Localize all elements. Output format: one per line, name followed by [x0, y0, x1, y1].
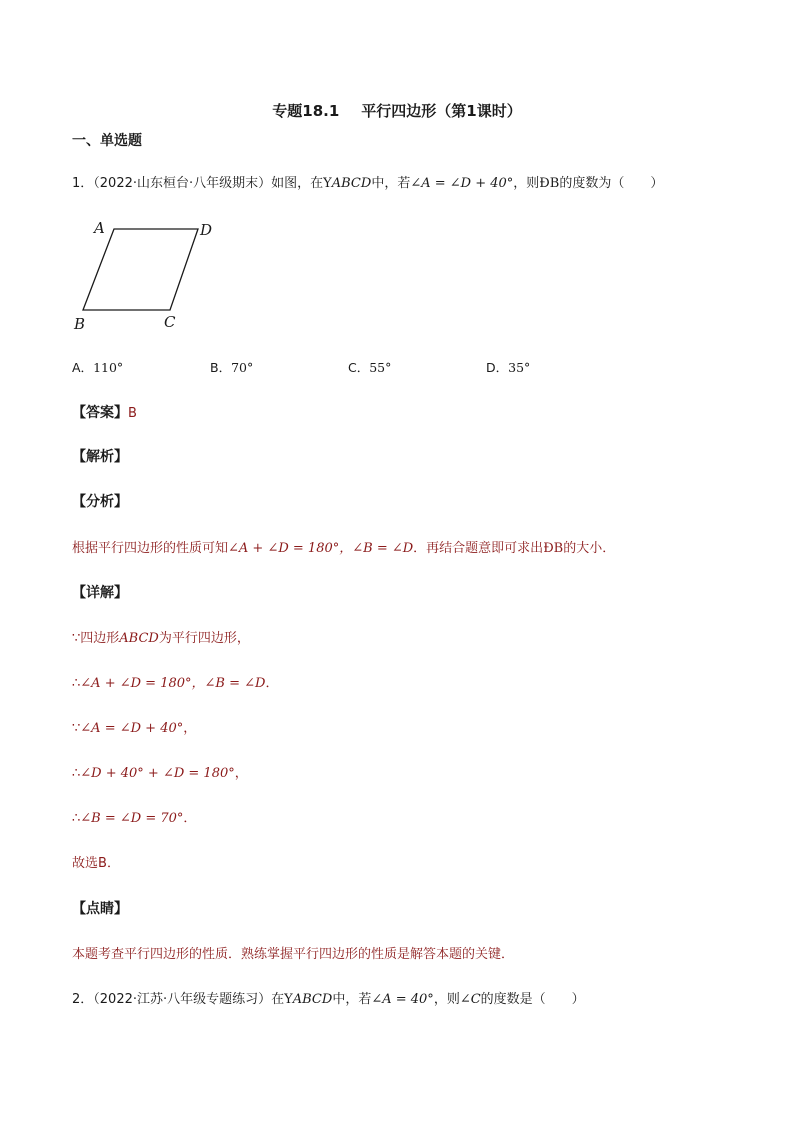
parallelogram-symbol: Y — [284, 992, 293, 1007]
title-topic-name: 平行四边形（第1课时） — [361, 102, 522, 120]
condition-formula: ∠A = ∠D + 40° — [410, 176, 514, 191]
page-title — [0, 100, 794, 121]
answer-value: B — [128, 406, 137, 421]
solution-step-3: ∵∠A = ∠D + 40°， — [72, 721, 197, 736]
question-source: （2022·江苏·八年级专题练习） — [93, 992, 272, 1007]
vertex-label-d: D — [200, 221, 213, 239]
vertex-label-c: C — [164, 313, 176, 331]
answer-tag: 【答案】 — [72, 405, 128, 421]
option-b[interactable]: B．70° — [210, 360, 254, 375]
solution-step-2: ∴∠A + ∠D = 180°，∠B = ∠D． — [72, 676, 279, 691]
analysis-tag: 【解析】 — [72, 449, 128, 465]
solution-step-1: ∵四边形ABCD为平行四边形， — [72, 631, 250, 646]
fenxi-tag: 【分析】 — [72, 494, 128, 510]
parallelogram-figure — [70, 215, 230, 335]
question-number: 1． — [72, 176, 94, 191]
question-1-stem: 1．（2022·山东桓台·八年级期末）如图，在YABCD中，若∠A = ∠D + 40°，则ÐB的度数为（ ） — [72, 176, 664, 191]
target-angle: ÐB — [539, 176, 560, 191]
fenxi-text: 根据平行四边形的性质可知∠A + ∠D = 180°，∠B = ∠D．再结合题意即可求出ÐB的大小． — [72, 541, 616, 556]
section-heading: 一、单选题 — [72, 133, 142, 149]
parallelogram-symbol: Y — [323, 176, 332, 191]
question-source: （2022·山东桓台·八年级期末） — [93, 176, 272, 191]
option-d[interactable]: D．35° — [486, 360, 531, 375]
condition-formula: ∠A = 40° — [371, 992, 434, 1007]
question-2-stem: 2．（2022·江苏·八年级专题练习）在YABCD中，若∠A = 40°，则∠C的度数是（ ） — [72, 992, 585, 1007]
dianjing-text: 本题考查平行四边形的性质．熟练掌握平行四边形的性质是解答本题的关键． — [72, 947, 515, 962]
parallelogram-shape — [83, 229, 198, 310]
option-a[interactable]: A．110° — [72, 360, 124, 375]
detail-tag: 【详解】 — [72, 585, 128, 601]
option-c[interactable]: C．55° — [348, 360, 392, 375]
vertex-label-b: B — [74, 315, 86, 333]
choose-line: 故选B． — [72, 856, 120, 871]
solution-step-4: ∴∠D + 40° + ∠D = 180°， — [72, 766, 248, 781]
answer-line — [72, 402, 137, 422]
solution-step-5: ∴∠B = ∠D = 70°． — [72, 811, 197, 826]
target-angle: ∠C — [459, 992, 481, 1007]
question-number: 2． — [72, 992, 94, 1007]
title-topic-number: 专题18.1 — [272, 102, 340, 120]
vertex-label-a: A — [94, 219, 105, 237]
dianjing-tag: 【点睛】 — [72, 901, 128, 917]
